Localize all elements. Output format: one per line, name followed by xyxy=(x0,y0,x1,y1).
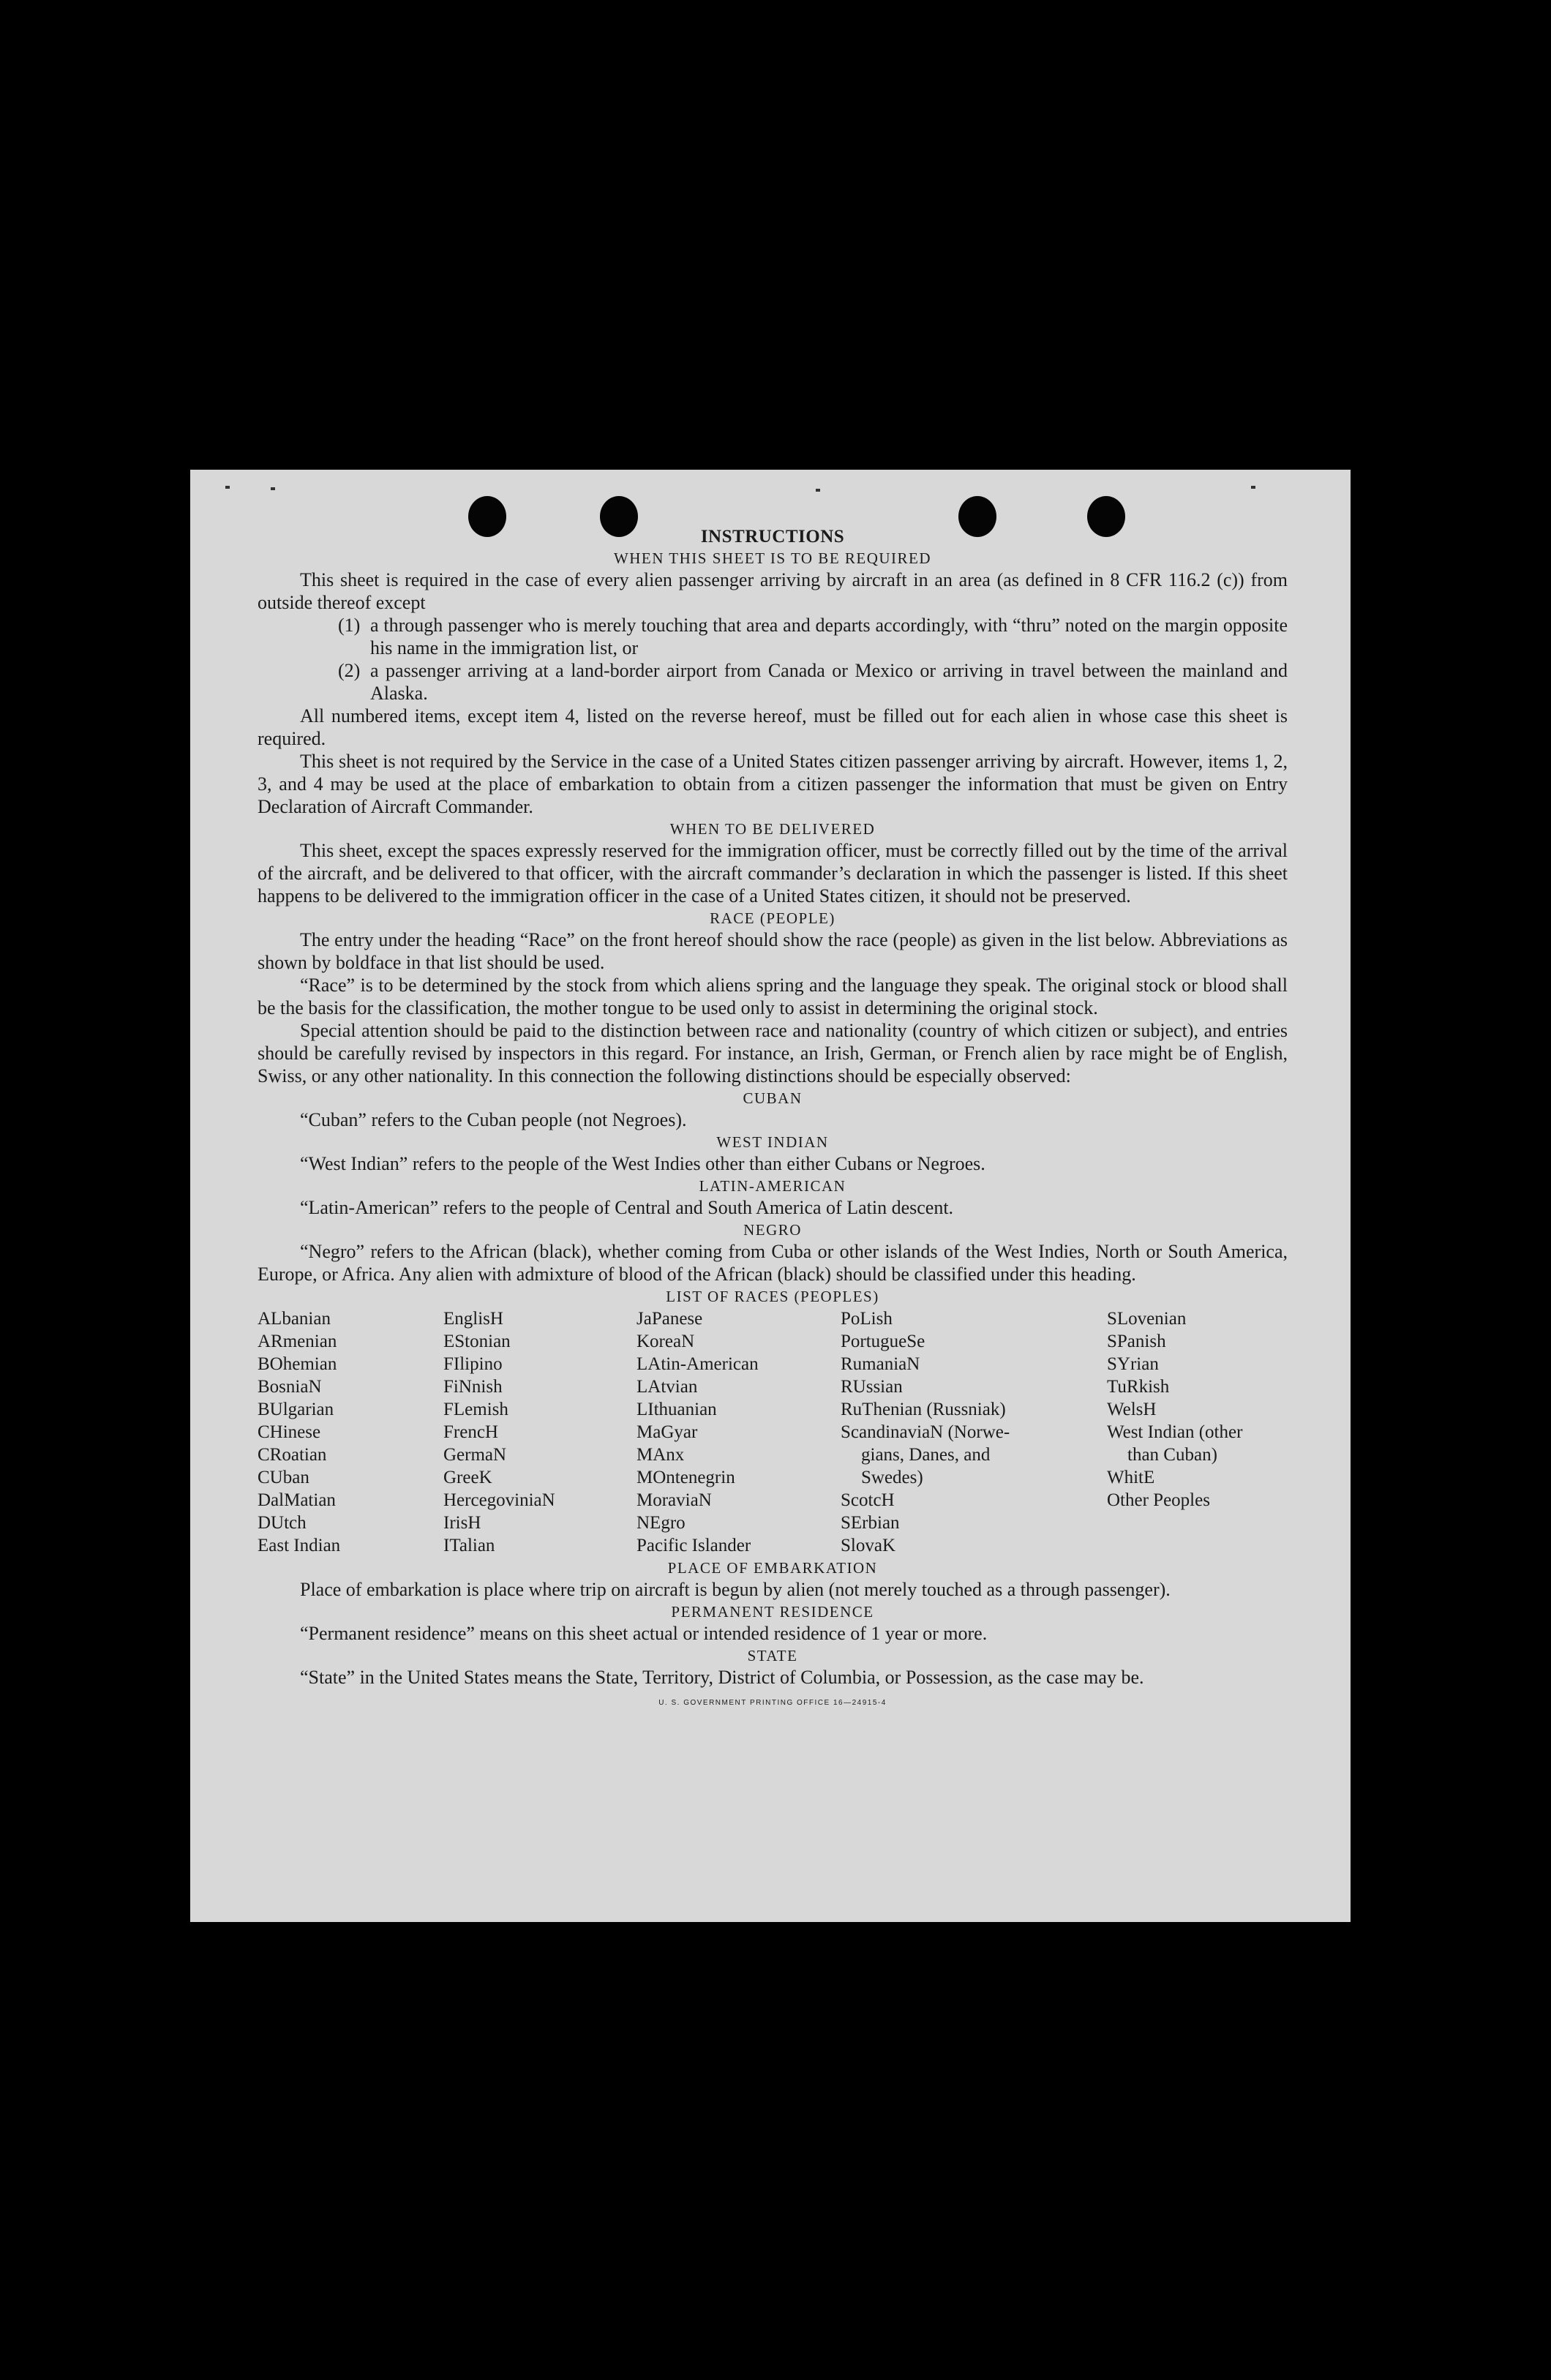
race-entry: WelsH xyxy=(1107,1400,1157,1419)
race-entry: LAtin-American xyxy=(636,1354,759,1374)
section-heading-race: RACE (PEOPLE) xyxy=(710,909,835,927)
race-entry: MaGyar xyxy=(636,1422,698,1442)
race-entry: DalMatian xyxy=(258,1490,336,1510)
section-heading-required: WHEN THIS SHEET IS TO BE REQUIRED xyxy=(613,549,932,567)
race-paragraph: The entry under the heading “Race” on the front hereof should show the race (people) as given in the list below. Abbreviations as shown by boldface in that list should be used. xyxy=(258,929,1288,973)
race-entry: IrisH xyxy=(443,1513,481,1533)
race-entry: Swedes) xyxy=(861,1468,923,1487)
race-entry: FrencH xyxy=(443,1422,498,1442)
negro-definition: “Negro” refers to the African (black), whether coming from Cuba or other islands of the West Indies, North or South America, Europe, or Africa. Any alien with admixture of blood of the African (black) should be classified under this heading. xyxy=(258,1241,1288,1285)
race-entry: KoreaN xyxy=(636,1332,695,1351)
punch-hole xyxy=(600,496,638,537)
section-heading-negro: NEGRO xyxy=(743,1221,802,1239)
race-entry: RuThenian (Russniak) xyxy=(841,1400,1006,1419)
race-entry: SPanish xyxy=(1107,1332,1166,1351)
numbered-items-paragraph: All numbered items, except item 4, listed on the reverse hereof, must be filled out for each alien in whose case this sheet is required. xyxy=(258,705,1288,749)
race-column xyxy=(841,1307,1107,1557)
race-column xyxy=(443,1307,636,1557)
race-entry: BOhemian xyxy=(258,1354,337,1374)
race-entry: BUlgarian xyxy=(258,1400,334,1419)
exception-number: (2) xyxy=(338,660,361,681)
race-entry: MoraviaN xyxy=(636,1490,712,1510)
race-entry: SYrian xyxy=(1107,1354,1159,1374)
race-column xyxy=(636,1307,841,1557)
race-entry: BosniaN xyxy=(258,1377,322,1397)
citizen-paragraph: This sheet is not required by the Service in the case of a United States citizen passenger arriving by aircraft. However, items 1, 2, 3, and 4 may be used at the place of embarkation to obtain from a citizen passenger the information that must be given on Entry Declaration of Aircraft Commander. xyxy=(258,751,1288,817)
page-title: INSTRUCTIONS xyxy=(700,527,845,547)
race-entry: FLemish xyxy=(443,1400,508,1419)
race-column xyxy=(1107,1307,1290,1557)
speck-mark xyxy=(1251,486,1255,489)
embarkation-definition: Place of embarkation is place where trip on aircraft is begun by alien (not merely touched as a through passenger). xyxy=(300,1579,1171,1600)
exception-text: a through passenger who is merely touching that area and departs accordingly, with “thru” noted on the margin opposite his name in the immigration list, or xyxy=(370,615,1288,658)
speck-mark xyxy=(225,486,230,489)
required-intro: This sheet is required in the case of every alien passenger arriving by aircraft in an area (as defined in 8 CFR 116.2 (c)) from outside thereof except xyxy=(258,569,1288,613)
race-entry: GermaN xyxy=(443,1445,507,1465)
section-heading-embarkation: PLACE OF EMBARKATION xyxy=(667,1559,878,1577)
race-entry: GreeK xyxy=(443,1468,492,1487)
race-entry: RumaniaN xyxy=(841,1354,920,1374)
race-entry: DUtch xyxy=(258,1513,307,1533)
punch-hole xyxy=(958,496,996,537)
race-entry: HercegoviniaN xyxy=(443,1490,555,1510)
exception-item xyxy=(338,614,1288,659)
exception-item xyxy=(338,659,1288,705)
race-entry: MOntenegrin xyxy=(636,1468,735,1487)
speck-mark xyxy=(816,489,820,492)
punch-hole xyxy=(468,496,506,537)
race-entry: TuRkish xyxy=(1107,1377,1170,1397)
race-entry: SErbian xyxy=(841,1513,900,1533)
cuban-definition: “Cuban” refers to the Cuban people (not Negroes). xyxy=(300,1109,687,1130)
race-entry: WhitE xyxy=(1107,1468,1155,1487)
race-entry: EnglisH xyxy=(443,1309,503,1329)
race-entry: LAtvian xyxy=(636,1377,698,1397)
race-entry: than Cuban) xyxy=(1127,1445,1217,1465)
speck-mark xyxy=(271,487,275,490)
race-list-table xyxy=(258,1307,1288,1557)
state-definition: “State” in the United States means the State, Territory, District of Columbia, or Possession, as the case may be. xyxy=(300,1667,1144,1688)
printing-office-footer: U. S. GOVERNMENT PRINTING OFFICE 16—24915-4 xyxy=(658,1699,887,1707)
race-entry: SLovenian xyxy=(1107,1309,1187,1329)
race-entry: ScandinaviaN (Norwe- xyxy=(841,1422,1010,1442)
race-entry: West Indian (other xyxy=(1107,1422,1243,1442)
race-entry: LIthuanian xyxy=(636,1400,717,1419)
latin-american-definition: “Latin-American” refers to the people of Central and South America of Latin descent. xyxy=(300,1197,954,1218)
section-heading-residence: PERMANENT RESIDENCE xyxy=(671,1603,874,1621)
section-heading-state: STATE xyxy=(747,1647,798,1664)
race-entry: East Indian xyxy=(258,1536,341,1555)
race-entry: ITalian xyxy=(443,1536,495,1555)
race-entry: Other Peoples xyxy=(1107,1490,1210,1510)
race-entry: JaPanese xyxy=(636,1309,703,1329)
punch-hole xyxy=(1087,496,1125,537)
exception-text: a passenger arriving at a land-border airport from Canada or Mexico or arriving in travel between the mainland and Alaska. xyxy=(370,660,1288,704)
exception-number: (1) xyxy=(338,615,361,636)
race-entry: PoLish xyxy=(841,1309,893,1329)
race-entry: EStonian xyxy=(443,1332,511,1351)
race-paragraph: “Race” is to be determined by the stock from which aliens spring and the language they speak. The original stock or blood shall be the basis for the classification, the mother tongue to be used only to assist in determining the original stock. xyxy=(258,975,1288,1018)
race-entry: CHinese xyxy=(258,1422,321,1442)
instruction-sheet xyxy=(190,470,1351,1922)
race-entry: CRoatian xyxy=(258,1445,327,1465)
section-heading-list-of-races: LIST OF RACES (PEOPLES) xyxy=(666,1288,879,1305)
west-indian-definition: “West Indian” refers to the people of the West Indies other than either Cubans or Negroes. xyxy=(300,1153,985,1174)
race-entry: PortugueSe xyxy=(841,1332,925,1351)
section-heading-cuban: CUBAN xyxy=(743,1089,803,1107)
race-entry: ScotcH xyxy=(841,1490,895,1510)
race-entry: ALbanian xyxy=(258,1309,331,1329)
race-paragraph: Special attention should be paid to the distinction between race and nationality (country of which citizen or subject), and entries should be carefully revised by inspectors in this regard. For instance, an Irish, German, or French alien by race might be of English, Swiss, or any other nationality. In this connection the following distinctions should be especially observed: xyxy=(258,1020,1288,1086)
race-entry: NEgro xyxy=(636,1513,686,1533)
section-heading-delivered: WHEN TO BE DELIVERED xyxy=(669,820,876,838)
race-entry: FIlipino xyxy=(443,1354,503,1374)
residence-definition: “Permanent residence” means on this sheet actual or intended residence of 1 year or more. xyxy=(300,1623,988,1644)
race-entry: CUban xyxy=(258,1468,309,1487)
section-heading-west-indian: WEST INDIAN xyxy=(716,1133,829,1151)
race-entry: RUssian xyxy=(841,1377,903,1397)
section-heading-latin-american: LATIN-AMERICAN xyxy=(699,1177,846,1195)
race-entry: gians, Danes, and xyxy=(861,1445,991,1465)
race-column xyxy=(258,1307,443,1557)
race-entry: SlovaK xyxy=(841,1536,895,1555)
race-entry: FiNnish xyxy=(443,1377,503,1397)
race-entry: MAnx xyxy=(636,1445,685,1465)
race-entry: Pacific Islander xyxy=(636,1536,751,1555)
delivered-paragraph: This sheet, except the spaces expressly reserved for the immigration officer, must be correctly filled out by the time of the arrival of the aircraft, and be delivered to that officer, with the aircraft commander’s declaration in which the passenger is listed. If this sheet happens to be delivered to the immigration officer in the case of a United States citizen, it should not be preserved. xyxy=(258,840,1288,906)
race-entry: ARmenian xyxy=(258,1332,337,1351)
